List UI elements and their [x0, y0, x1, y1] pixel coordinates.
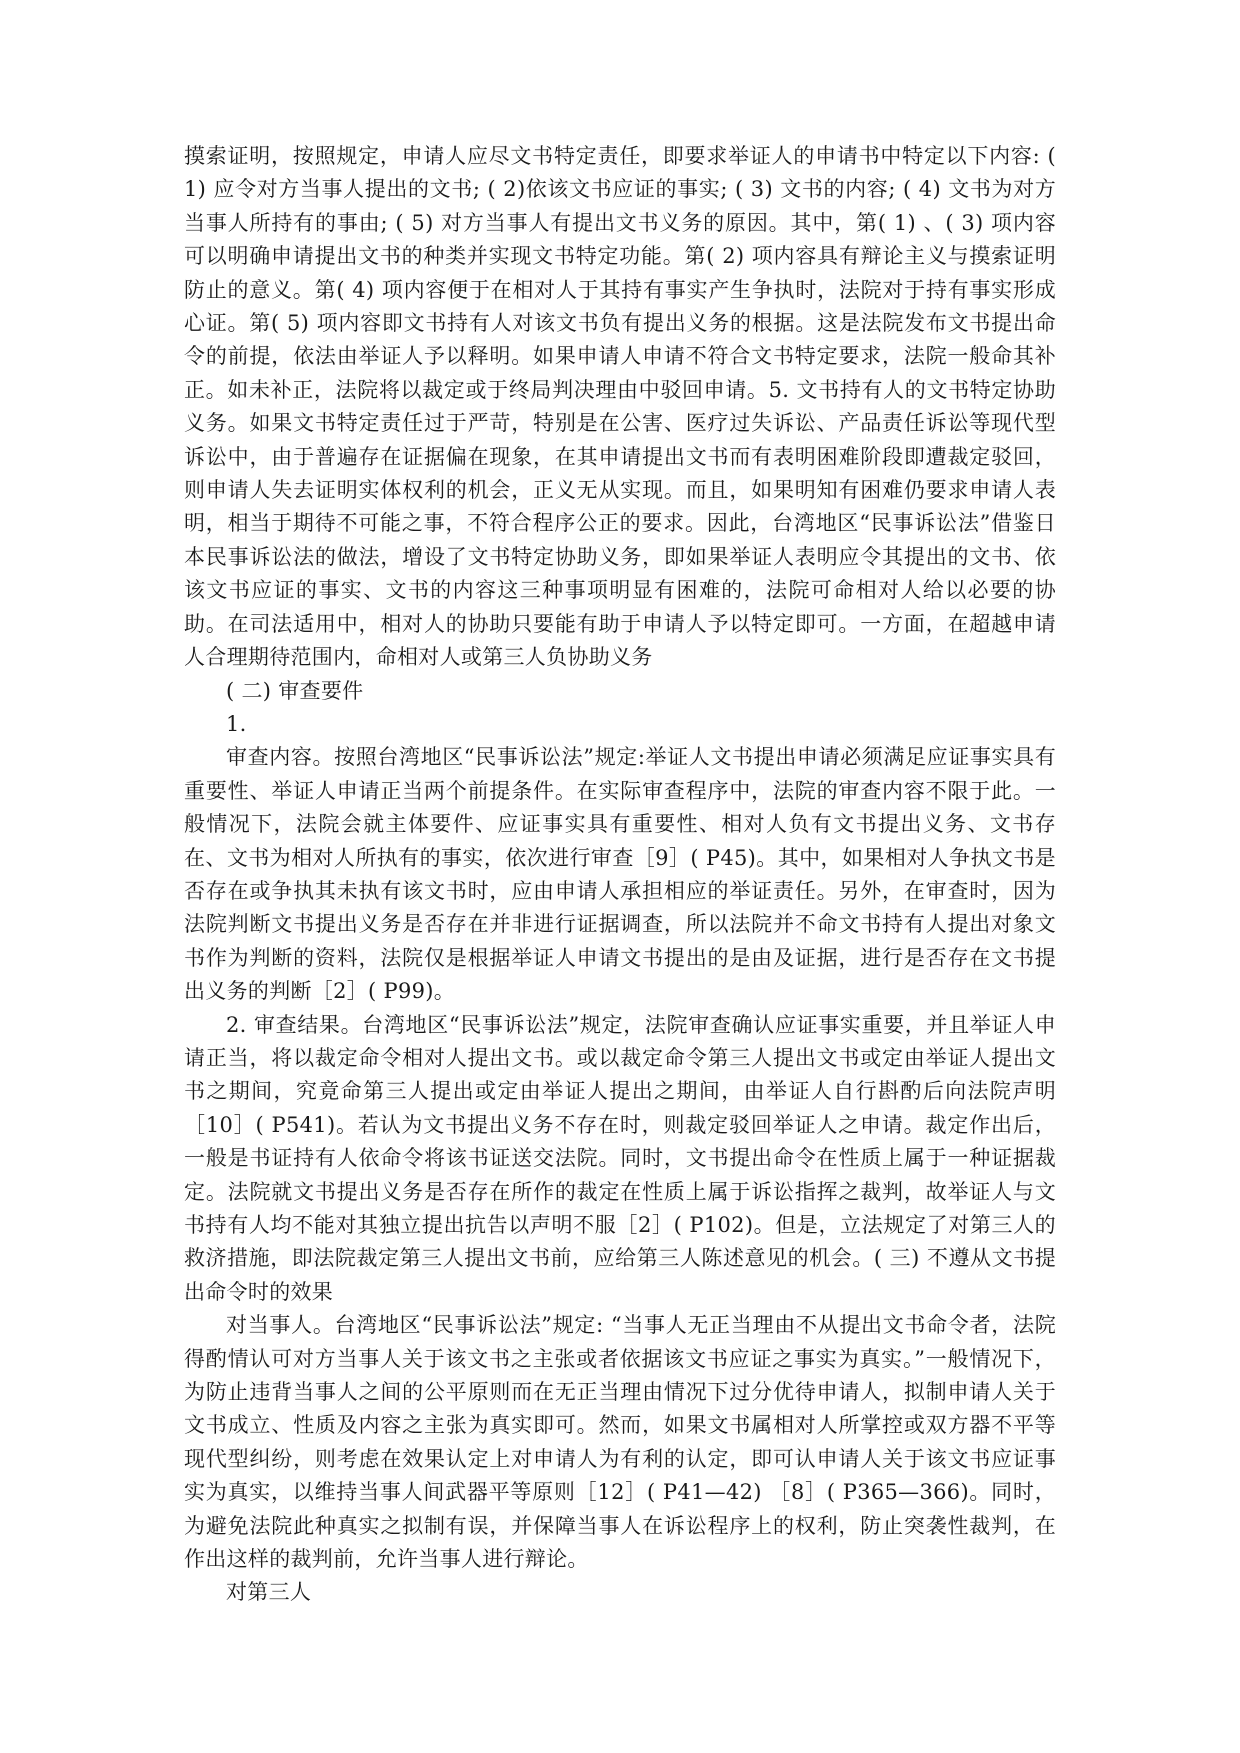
section-heading-review-requirements: ( 二) 审查要件 — [226, 678, 364, 703]
paragraph-third-party: 对第三人 — [226, 1580, 312, 1605]
paragraph-review-result: 2. 审查结果。台湾地区“民事诉讼法”规定，法院审查确认应证事实重要，并且举证人申请正当，将以裁定命令相对人提出文书。或以裁定命令第三人提出文书或定由举证人提出文书之期间，究竟命第三人提出或定由举证人提出之期间，由举证人自行斟酌后向法院声明［10］( P541)。若认为文书提出义务不存在时，则裁定驳回举证人之申请。裁定作出后，一般是书证持有人依命令将该书证送交法院。同时，文书提出命令在性质上属于一种证据裁定。法院就文书提出义务是否存在所作的裁定在性质上属于诉讼指挥之裁判，故举证人与文书持有人均不能对其独立提出抗告以声明不服［2］( P102)。但是，立法规定了对第三人的救济措施，即法院裁定第三人提出文书前，应给第三人陈述意见的机会。( 三) 不遵从文书提出命令时的效果 — [184, 1012, 1056, 1304]
document-body — [184, 140, 1056, 1610]
paragraph-party-effect: 对当事人。台湾地区“民事诉讼法”规定: “当事人无正当理由不从提出文书命令者，法院得酌情认可对方当事人关于该文书之主张或者依据该文书应证之事实为真实。”一般情况下，为防止违背当事人之间的公平原则而在无正当理由情况下过分优待申请人，拟制申请人关于文书成立、性质及内容之主张为真实即可。然而，如果文书属相对人所掌控或双方器不平等现代型纠纷，则考虑在效果认定上对申请人为有利的认定，即可认申请人关于该文书应证事实为真实，以维持当事人间武器平等原则［12］( P41—42) ［8］( P365—366)。同时，为避免法院此种真实之拟制有误，并保障当事人在诉讼程序上的权利，防止突袭性裁判，在作出这样的裁判前，允许当事人进行辩论。 — [184, 1313, 1056, 1572]
item-number-1: 1. — [226, 711, 247, 736]
paragraph-review-content: 审查内容。按照台湾地区“民事诉讼法”规定:举证人文书提出申请必须满足应证事实具有重要性、举证人申请正当两个前提条件。在实际审查程序中，法院的审查内容不限于此。一般情况下，法院会就主体要件、应证事实具有重要性、相对人负有文书提出义务、文书存在、文书为相对人所执有的事实，依次进行审查［9］( P45)。其中，如果相对人争执文书是否存在或争执其未执有该文书时，应由申请人承担相应的举证责任。另外，在审查时，因为法院判断文书提出义务是否存在并非进行证据调查，所以法院并不命文书持有人提出对象文书作为判断的资料，法院仅是根据举证人申请文书提出的是由及证据，进行是否存在文书提出义务的判断［2］( P99)。 — [184, 745, 1056, 1004]
paragraph-1: 摸索证明，按照规定，申请人应尽文书特定责任，即要求举证人的申请书中特定以下内容: ( 1) 应令对方当事人提出的文书; ( 2)依该文书应证的事实; ( 3) 文书的内容; ( 4) 文书为对方当事人所持有的事由; ( 5) 对方当事人有提出文书义务的原因。其中，第( 1) 、( 3) 项内容可以明确申请提出文书的种类并实现文书特定功能。第( 2) 项内容具有辩论主义与摸索证明防止的意义。第( 4) 项内容便于在相对人于其持有事实产生争执时，法院对于持有事实形成心证。第( 5) 项内容即文书持有人对该文书负有提出义务的根据。这是法院发布文书提出命令的前提，依法由举证人予以释明。如果申请人申请不符合文书特定要求，法院一般命其补正。如未补正，法院将以裁定或于终局判决理由中驳回申请。5. 文书持有人的文书特定协助义务。如果文书特定责任过于严苛，特别是在公害、医疗过失诉讼、产品责任诉讼等现代型诉讼中，由于普遍存在证据偏在现象，在其申请提出文书而有表明困难阶段即遭裁定驳回，则申请人失去证明实体权利的机会，正义无从实现。而且，如果明知有困难仍要求申请人表明，相当于期待不可能之事，不符合程序公正的要求。因此，台湾地区“民事诉讼法”借鉴日本民事诉讼法的做法，增设了文书特定协助义务，即如果举证人表明应令其提出的文书、依该文书应证的事实、文书的内容这三种事项明显有困难的，法院可命相对人给以必要的协助。在司法适用中，相对人的协助只要能有助于申请人予以特定即可。一方面，在超越申请人合理期待范围内，命相对人或第三人负协助义务 — [184, 144, 1056, 670]
